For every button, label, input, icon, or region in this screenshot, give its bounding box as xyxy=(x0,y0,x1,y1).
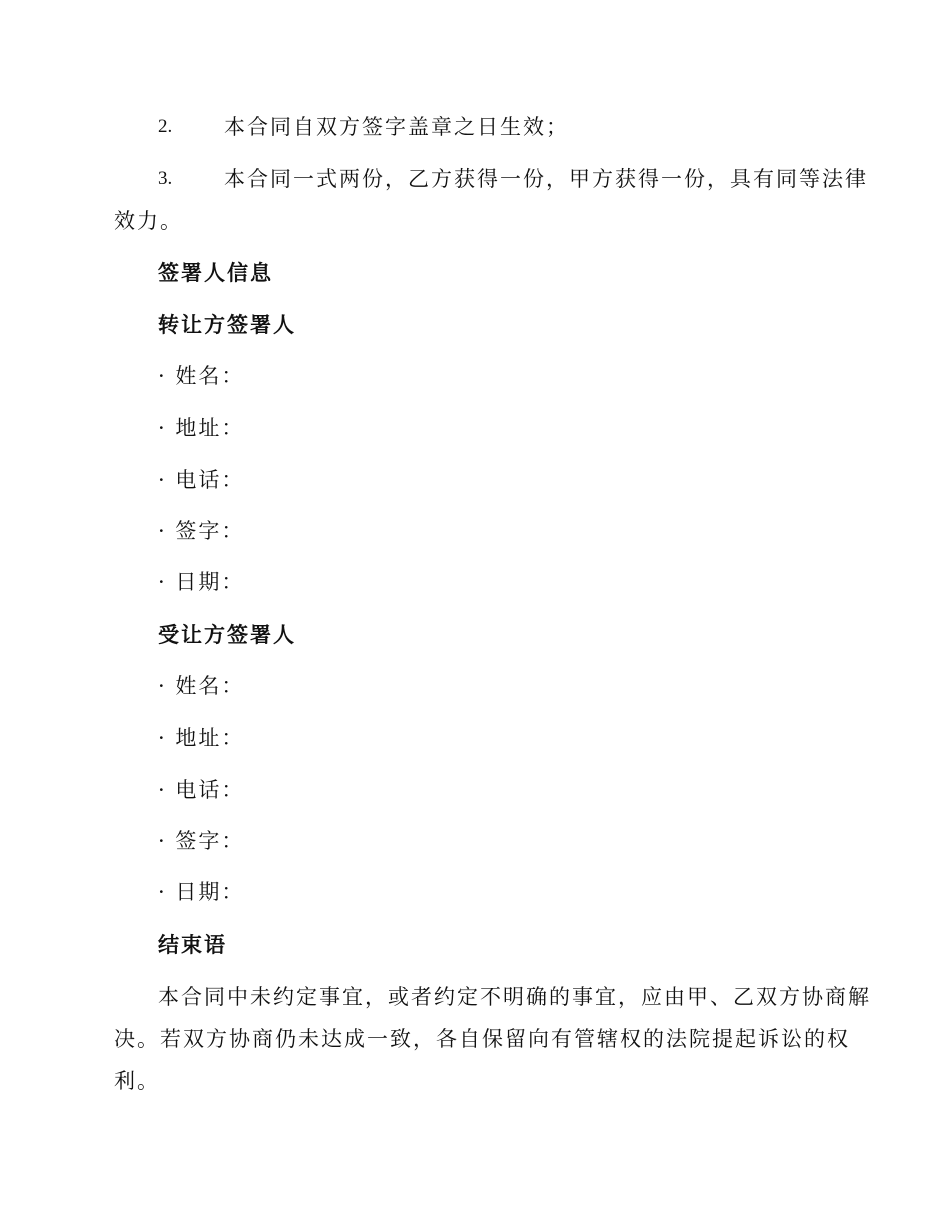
signatory-section-title: 签署人信息 xyxy=(158,260,273,285)
clause-3-text-line1: 本合同一式两份，乙方获得一份，甲方获得一份，具有同等法律 xyxy=(224,167,868,191)
clause-2-text: 本合同自双方签字盖章之日生效； xyxy=(224,115,569,139)
transferor-title: 转让方签署人 xyxy=(158,312,296,337)
transferor-date-field: · 日期： xyxy=(158,570,245,594)
closing-line-1: 本合同中未约定事宜，或者约定不明确的事宜，应由甲、乙双方协商解 xyxy=(158,985,871,1009)
transferor-name-field: · 姓名： xyxy=(158,364,245,388)
clause-2-number: 2. xyxy=(158,116,173,137)
transferee-date-field: · 日期： xyxy=(158,880,245,904)
transferor-phone-field: · 电话： xyxy=(158,468,245,492)
closing-title: 结束语 xyxy=(158,932,227,957)
transferee-address-field: · 地址： xyxy=(158,726,245,750)
transferee-phone-field: · 电话： xyxy=(158,778,245,802)
transferee-name-field: · 姓名： xyxy=(158,674,245,698)
transferor-signature-field: · 签字： xyxy=(158,519,245,543)
closing-line-2: 决。若双方协商仍未达成一致，各自保留向有管辖权的法院提起诉讼的权 xyxy=(114,1027,850,1051)
transferee-signature-field: · 签字： xyxy=(158,829,245,853)
clause-3-number: 3. xyxy=(158,168,173,189)
closing-line-3: 利。 xyxy=(114,1069,160,1093)
clause-3-text-line2: 效力。 xyxy=(114,209,183,233)
transferee-title: 受让方签署人 xyxy=(158,622,296,647)
transferor-address-field: · 地址： xyxy=(158,416,245,440)
